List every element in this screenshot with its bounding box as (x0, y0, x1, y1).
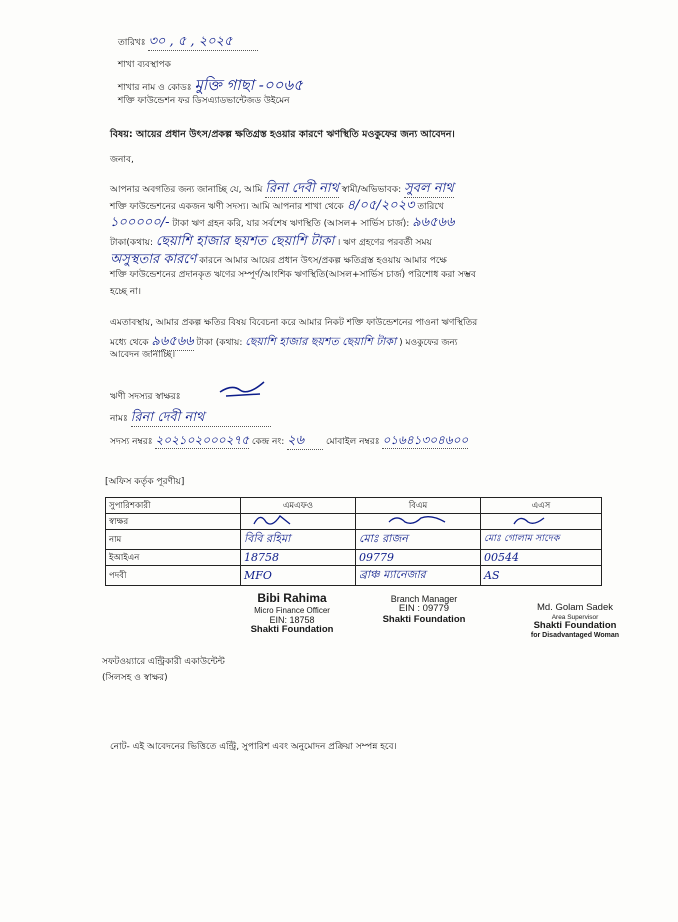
table-header-cell: এমএফও (241, 498, 356, 514)
branch-label: শাখার নাম ও কোডঃ (118, 83, 192, 93)
table-cell: 00544 (481, 550, 602, 566)
stamp-bm-org: Shakti Foundation (382, 614, 466, 626)
para2-line2 (110, 334, 457, 351)
table-cell: AS (481, 566, 602, 586)
seal-label: (সিলসহ ও স্বাক্ষর) (102, 673, 168, 683)
date-value: ৩০ , ৫ , ২০২৫ (148, 34, 258, 51)
table-cell: মোঃ গোলাম সাদেক (481, 530, 602, 550)
member-signature (218, 378, 268, 400)
mobile-no: ০১৬৪১৩০৪৬০০ (382, 433, 469, 447)
stamp-mfo-ein: EIN: 18758 (269, 614, 315, 625)
stamp-as-org: Shakti Foundation (533, 620, 617, 632)
office-title: [অফিস কর্তৃক পূরণীয়] (105, 477, 185, 487)
stamp-mfo-org: Shakti Foundation (250, 624, 334, 636)
mobile-label: মোবাইল নম্বরঃ (326, 437, 380, 447)
loan-balance: ৯৬৫৬৬ (412, 215, 455, 230)
table-header-cell: সুপারিশকারী (106, 498, 241, 514)
table-row (106, 550, 602, 566)
org-line: শক্তি ফাউন্ডেশন ফর ডিসএ্যাডভান্টেজড উইমেন (118, 96, 290, 106)
para1-line3 (110, 215, 454, 231)
para1-line5 (110, 252, 447, 268)
applicant-name: রিনা দেবী নাথ (265, 181, 339, 198)
stamp-as-org-sub: for Disadvantaged Woman (530, 632, 620, 640)
row-label: ইআইএন (106, 550, 241, 566)
para1-line2 (110, 198, 444, 214)
balance-words: ছেয়াশি হাজার ছয়শত ছেয়াশি টাকা (155, 234, 335, 249)
para1-text-c: শক্তি ফাউন্ডেশনের একজন ঋণী সদস্য। আমি আপনার শাখা থেকে (110, 202, 344, 212)
member-no: ২০২১০২০০০২৭৫ (155, 433, 249, 447)
stamp-as (506, 603, 644, 640)
para1-text-b: স্বামী/অভিভাবক: (341, 185, 402, 195)
table-header-cell: বিএম (356, 498, 481, 514)
stamp-mfo-title: Micro Finance Officer (254, 605, 330, 615)
para1-line6: শক্তি ফাউন্ডেশনের প্রদানকৃত ঋণের সম্পূর্ণ/আংশিক ঋণস্থিতি(আসল+সার্ভিস চার্জ) পরিশোধ করা সম্ভব (110, 270, 476, 280)
date-row (118, 34, 258, 51)
software-entry-label: সফটওয়্যারে এন্ট্রিকারী একাউন্টেন্ট (102, 657, 225, 667)
member-sign-row (110, 392, 181, 403)
para2-text-a: মধ্যে থেকে (110, 338, 149, 348)
table-cell: বিবি রহিমা (241, 530, 356, 550)
branch-row (118, 76, 303, 95)
guardian-name: সুবল নাথ (404, 181, 454, 198)
bm-signature (385, 512, 455, 528)
member-no-label: সদস্য নম্বরঃ (110, 437, 153, 447)
para2-line1: এমতাবস্থায়, আমার প্রকল্প ক্ষতির বিষয় বিবেচনা করে আমার নিকট শক্তি ফাউন্ডেশনের পাওনা ঋণস্থিতির (110, 318, 478, 328)
para2-text-c: ) মওকুফের জন্য (399, 338, 458, 348)
stamp-mfo-name: Bibi Rahima (257, 591, 327, 605)
para2-line3: আবেদন জানাচ্ছি। (110, 350, 176, 360)
table-cell: MFO (241, 566, 356, 586)
para1-text-e: টাকা ঋণ গ্রহন করি, যার সর্বশেষ ঋণস্থিতি (আসল+ সার্ভিস চার্জ): (172, 219, 410, 229)
table-row (106, 566, 602, 586)
table-cell: মোঃ রাজন (356, 530, 481, 550)
para1-text-f: টাকা(কথায়: (110, 238, 153, 248)
member-name-label: নামঃ (110, 414, 128, 424)
para1-line4 (110, 234, 432, 250)
stamp-as-title: Area Supervisor (551, 613, 599, 621)
salutation: জনাব, (110, 155, 134, 165)
table-header-cell: এএস (481, 498, 602, 514)
para1-text-a: আপনার অবগতির জন্য জানাচ্ছি যে, আমি (110, 185, 263, 195)
waiver-amount: ৯৬৫৬৬ (151, 334, 193, 351)
loan-date: ৪/০৫/২০২৩ (346, 198, 415, 213)
stamp-bm-ein: EIN : 09779 (398, 603, 450, 615)
stamp-mfo (222, 592, 362, 636)
table-row (106, 530, 602, 550)
stamp-as-name: Md. Golam Sadek (536, 602, 614, 613)
date-label: তারিখঃ (118, 38, 146, 48)
reason: অসুস্থতার কারণে (110, 252, 197, 267)
manager-line: শাখা ব্যবস্থাপক (118, 60, 171, 70)
row-label: স্বাক্ষর (106, 514, 241, 530)
stamp-bm (364, 594, 484, 626)
as-signature (510, 512, 550, 528)
member-ids-row (110, 433, 468, 450)
row-label: পদবী (106, 566, 241, 586)
table-cell: 18758 (241, 550, 356, 566)
center-no: ২৬ (287, 433, 323, 450)
member-name: রিনা দেবী নাথ (131, 410, 271, 427)
loan-amount: ১০০০০০/- (110, 215, 170, 230)
member-sign-label: ঋণী সদস্যর স্বাক্ষরঃ (110, 392, 181, 402)
para1-text-g: । ঋণ গ্রহণের পরবর্তী সময় (337, 238, 432, 248)
waiver-words: ছেয়াশি হাজার ছয়শত ছেয়াশি টাকা (245, 335, 397, 348)
mfo-signature (250, 512, 310, 528)
stamp-bm-title: Branch Manager (390, 594, 458, 604)
member-name-row (110, 410, 271, 427)
subject-line: বিষয়: আয়ের প্রধান উৎস/প্রকল্প ক্ষতিগ্রস্ত হওয়ার কারণে ঋণস্থিতি মওকুফের জন্য আবেদন। (110, 129, 455, 140)
footer-note: নোট- এই আবেদনের ভিত্তিতে এন্ট্রি, সুপারিশ এবং অনুমোদন প্রক্রিয়া সম্পন্ন হবে। (110, 742, 397, 752)
para1-line1 (110, 181, 454, 198)
center-label: কেন্দ্র নং: (251, 437, 285, 447)
para2-text-b: টাকা (কথায়: (196, 338, 243, 348)
table-cell: ব্রাঞ্চ ম্যানেজার (356, 566, 481, 586)
office-table (105, 497, 602, 586)
para1-line7: হচ্ছে না। (110, 287, 141, 297)
para1-text-d: তারিখে (417, 202, 444, 212)
table-cell: 09779 (356, 550, 481, 566)
para1-text-h: কারনে আমার আয়ের প্রধান উৎস/প্রকল্প ক্ষতিগ্রস্ত হওয়ায় আমার পক্ষে (199, 256, 447, 266)
branch-value: মুক্তি গাছা -০০৬৫ (194, 76, 303, 94)
row-label: নাম (106, 530, 241, 550)
